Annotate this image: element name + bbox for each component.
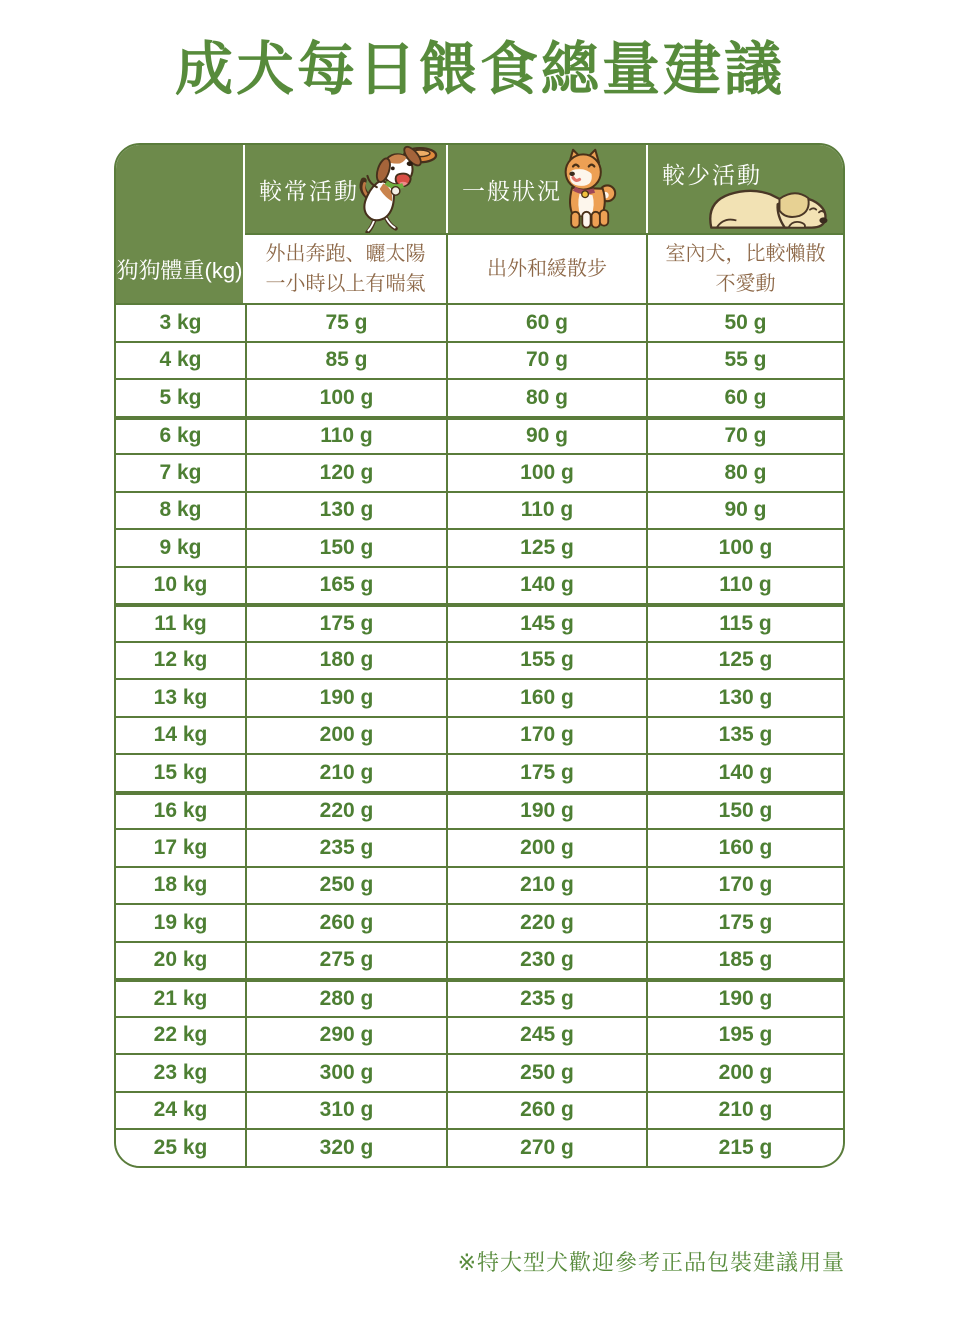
normal-activity-value-cell: 170 g (446, 718, 646, 754)
weight-cell: 25 kg (153, 1135, 208, 1159)
low-activity-value-cell: 80 g (646, 455, 843, 491)
normal-activity-value-cell: 175 g (446, 755, 646, 791)
normal-activity-value-cell: 220 g (446, 905, 646, 941)
desc-line: 外出奔跑、曬太陽 (265, 243, 426, 265)
low-activity-value-cell: 190 g (646, 982, 843, 1016)
low-activity-value-cell: 115 g (646, 607, 843, 641)
normal-activity-value-cell: 210 g (446, 868, 646, 904)
table-row (116, 566, 843, 604)
weight-cell: 12 kg (153, 648, 208, 672)
low-activity-value-cell: 160 g (646, 830, 843, 866)
normal-activity-value-cell: 260 g (446, 1093, 646, 1129)
normal-activity-value-cell: 160 g (446, 680, 646, 716)
table-row (116, 1091, 843, 1129)
normal-activity-value-cell: 125 g (446, 530, 646, 566)
weight-cell: 16 kg (153, 799, 208, 823)
table-row (116, 603, 843, 641)
normal-activity-label: 一般狀況 (462, 177, 562, 204)
normal-activity-value-cell: 140 g (446, 568, 646, 604)
header-high-activity (245, 145, 446, 233)
table-row (116, 978, 843, 1016)
table-row (116, 378, 843, 416)
low-activity-value-cell: 70 g (646, 420, 843, 454)
weight-cell: 23 kg (153, 1060, 208, 1084)
high-activity-value-cell: 220 g (245, 795, 446, 829)
weight-cell: 11 kg (154, 611, 207, 635)
table-row (116, 641, 843, 679)
footnote: ※特大型犬歡迎參考正品包裝建議用量 (457, 1250, 845, 1275)
normal-activity-desc (446, 233, 646, 303)
low-activity-value-cell: 210 g (646, 1093, 843, 1129)
normal-activity-value-cell: 90 g (446, 420, 646, 454)
table-row (116, 716, 843, 754)
table-row (116, 753, 843, 791)
weight-cell: 20 kg (153, 948, 208, 972)
low-activity-value-cell: 215 g (646, 1130, 843, 1166)
low-activity-value-cell: 135 g (646, 718, 843, 754)
header-low-activity (646, 145, 843, 233)
normal-activity-value-cell: 190 g (446, 795, 646, 829)
table-row (116, 303, 843, 341)
table-row (116, 828, 843, 866)
weight-cell: 17 kg (153, 835, 208, 859)
weight-cell: 22 kg (153, 1023, 208, 1047)
high-activity-value-cell: 175 g (245, 607, 446, 641)
table-body (116, 303, 843, 1166)
low-activity-value-cell: 90 g (646, 493, 843, 529)
table-row (116, 453, 843, 491)
high-activity-value-cell: 280 g (245, 982, 446, 1016)
low-activity-value-cell: 100 g (646, 530, 843, 566)
table-row (116, 341, 843, 379)
feeding-table (114, 143, 845, 1168)
table-row (116, 528, 843, 566)
weight-cell: 15 kg (153, 760, 208, 784)
weight-cell: 6 kg (159, 424, 202, 448)
table-row (116, 1016, 843, 1054)
low-activity-value-cell: 125 g (646, 643, 843, 679)
low-activity-value-cell: 175 g (646, 905, 843, 941)
weight-cell: 4 kg (159, 348, 202, 372)
normal-activity-value-cell: 270 g (446, 1130, 646, 1166)
high-activity-value-cell: 200 g (245, 718, 446, 754)
normal-activity-value-cell: 110 g (446, 493, 646, 529)
low-activity-value-cell: 50 g (646, 305, 843, 341)
table-header (116, 145, 843, 303)
low-activity-value-cell: 55 g (646, 343, 843, 379)
high-activity-value-cell: 310 g (245, 1093, 446, 1129)
normal-activity-value-cell: 200 g (446, 830, 646, 866)
normal-activity-value-cell: 235 g (446, 982, 646, 1016)
normal-activity-value-cell: 60 g (446, 305, 646, 341)
normal-activity-value-cell: 80 g (446, 380, 646, 416)
high-activity-value-cell: 300 g (245, 1055, 446, 1091)
table-row (116, 491, 843, 529)
weight-cell: 21 kg (153, 986, 208, 1010)
table-row (116, 678, 843, 716)
table-row (116, 1053, 843, 1091)
low-activity-value-cell: 170 g (646, 868, 843, 904)
table-row (116, 1128, 843, 1166)
weight-cell: 10 kg (153, 573, 208, 597)
low-activity-value-cell: 195 g (646, 1018, 843, 1054)
normal-activity-value-cell: 155 g (446, 643, 646, 679)
low-activity-label: 較少活動 (662, 162, 762, 188)
high-activity-value-cell: 75 g (245, 305, 446, 341)
table-row (116, 416, 843, 454)
high-activity-value-cell: 150 g (245, 530, 446, 566)
desc-line: 一小時以上有喘氣 (265, 273, 426, 295)
low-activity-value-cell: 60 g (646, 380, 843, 416)
desc-line: 出外和緩散步 (487, 258, 607, 280)
normal-activity-value-cell: 70 g (446, 343, 646, 379)
weight-column-header: 狗狗體重(kg) (116, 145, 245, 303)
high-activity-value-cell: 210 g (245, 755, 446, 791)
weight-cell: 14 kg (153, 723, 208, 747)
header-normal-activity (446, 145, 646, 233)
table-row (116, 941, 843, 979)
high-activity-desc (245, 233, 446, 303)
desc-line: 不愛動 (715, 273, 776, 295)
low-activity-value-cell: 150 g (646, 795, 843, 829)
low-activity-value-cell: 185 g (646, 943, 843, 979)
high-activity-value-cell: 235 g (245, 830, 446, 866)
weight-cell: 13 kg (153, 685, 208, 709)
page-title: 成犬每日餵食總量建議 (174, 37, 785, 102)
weight-cell: 8 kg (159, 498, 202, 522)
high-activity-value-cell: 120 g (245, 455, 446, 491)
high-activity-label: 較常活動 (259, 177, 359, 204)
high-activity-value-cell: 290 g (245, 1018, 446, 1054)
low-activity-desc (646, 233, 843, 303)
high-activity-value-cell: 275 g (245, 943, 446, 979)
low-activity-value-cell: 200 g (646, 1055, 843, 1091)
low-activity-value-cell: 140 g (646, 755, 843, 791)
desc-line: 室內犬，比較懶散 (665, 243, 826, 265)
high-activity-value-cell: 180 g (245, 643, 446, 679)
weight-cell: 24 kg (153, 1098, 208, 1122)
high-activity-value-cell: 260 g (245, 905, 446, 941)
normal-activity-value-cell: 245 g (446, 1018, 646, 1054)
high-activity-value-cell: 130 g (245, 493, 446, 529)
table-row (116, 866, 843, 904)
high-activity-value-cell: 85 g (245, 343, 446, 379)
high-activity-value-cell: 320 g (245, 1130, 446, 1166)
table-row (116, 903, 843, 941)
weight-cell: 19 kg (153, 910, 208, 934)
low-activity-value-cell: 110 g (646, 568, 843, 604)
normal-activity-value-cell: 230 g (446, 943, 646, 979)
weight-cell: 5 kg (159, 385, 202, 409)
high-activity-value-cell: 190 g (245, 680, 446, 716)
low-activity-value-cell: 130 g (646, 680, 843, 716)
normal-activity-value-cell: 145 g (446, 607, 646, 641)
high-activity-value-cell: 250 g (245, 868, 446, 904)
weight-cell: 18 kg (153, 873, 208, 897)
normal-activity-value-cell: 250 g (446, 1055, 646, 1091)
table-row (116, 791, 843, 829)
weight-cell: 9 kg (159, 535, 202, 559)
normal-activity-value-cell: 100 g (446, 455, 646, 491)
weight-cell: 7 kg (159, 460, 202, 484)
high-activity-value-cell: 110 g (245, 420, 446, 454)
high-activity-value-cell: 100 g (245, 380, 446, 416)
weight-cell: 3 kg (159, 310, 202, 334)
high-activity-value-cell: 165 g (245, 568, 446, 604)
